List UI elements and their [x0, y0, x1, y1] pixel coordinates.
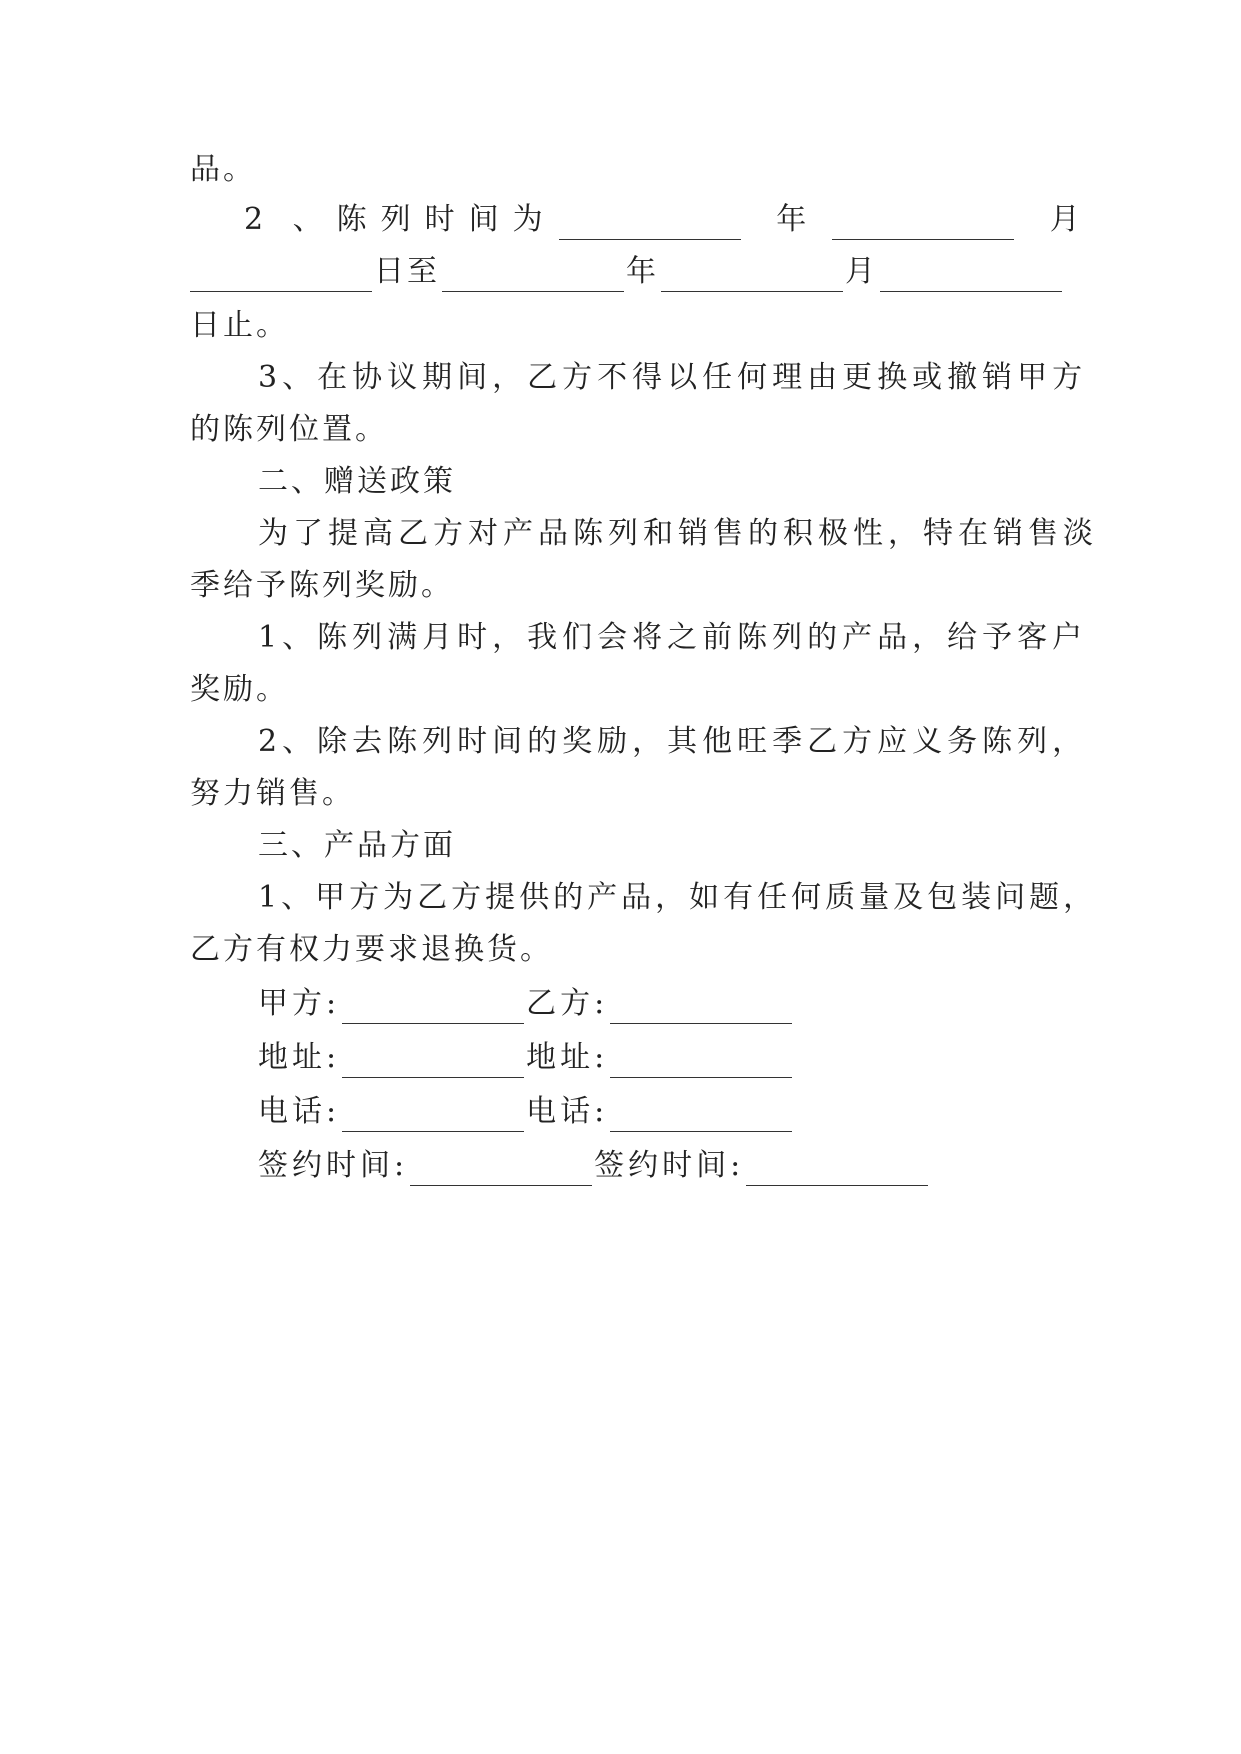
text: 季给予陈列奖励。: [190, 568, 454, 603]
signature-row-date: [258, 1146, 1118, 1186]
address-a-field[interactable]: [342, 1043, 524, 1078]
text-line: [258, 878, 1118, 918]
blank-field[interactable]: [832, 205, 1014, 240]
signature-row-phone: [258, 1092, 1118, 1132]
section-heading: [258, 826, 1118, 866]
text: 1、甲方为乙方提供的产品，如有任何质量及包装问题，: [258, 880, 1098, 915]
date-a-label: 签约时间:: [258, 1148, 409, 1183]
party-a-label: 甲方:: [258, 986, 341, 1021]
party-a-field[interactable]: [342, 989, 524, 1024]
month-label: 月: [845, 254, 878, 289]
blank-field[interactable]: [880, 257, 1062, 292]
blank-field[interactable]: [661, 257, 843, 292]
text: 为了提高乙方对产品陈列和销售的积极性，特在销售淡: [258, 516, 1098, 551]
text-line: [190, 150, 1050, 190]
day-label: 日至: [374, 254, 440, 289]
text-line: [258, 618, 1118, 658]
text: 努力销售。: [190, 776, 355, 811]
text: 乙方有权力要求退换货。: [190, 932, 553, 967]
text: 、陈列时间为: [292, 202, 557, 237]
date-b-field[interactable]: [746, 1151, 928, 1186]
text: 日止。: [190, 308, 289, 343]
party-b-label: 乙方:: [526, 986, 609, 1021]
address-b-field[interactable]: [610, 1043, 792, 1078]
text: 三、产品方面: [258, 828, 456, 863]
text: 1、陈列满月时，我们会将之前陈列的产品，给予客户: [258, 620, 1088, 655]
address-a-label: 地址:: [258, 1040, 341, 1075]
text: 2、除去陈列时间的奖励，其他旺季乙方应义务陈列，: [258, 724, 1088, 759]
text-line: [190, 774, 1050, 814]
text: 二、赠送政策: [258, 464, 456, 499]
text: 3、在协议期间，乙方不得以任何理由更换或撤销甲方: [258, 360, 1088, 395]
text-line: [258, 722, 1118, 762]
signature-row-address: [258, 1038, 1118, 1078]
text: 奖励。: [190, 672, 289, 707]
phone-b-field[interactable]: [610, 1097, 792, 1132]
phone-b-label: 电话:: [526, 1094, 609, 1129]
phone-a-label: 电话:: [258, 1094, 341, 1129]
text: 品。: [190, 152, 256, 187]
address-b-label: 地址:: [526, 1040, 609, 1075]
blank-field[interactable]: [559, 205, 741, 240]
blank-field[interactable]: [190, 257, 372, 292]
section-heading: [258, 462, 1118, 502]
text: 的陈列位置。: [190, 412, 388, 447]
text-line: [190, 566, 1050, 606]
text-line: [258, 514, 1118, 554]
text-line: [190, 930, 1050, 970]
date-line-2: [190, 252, 1050, 292]
text-line: [190, 306, 1050, 346]
date-a-field[interactable]: [410, 1151, 592, 1186]
date-line-1: [244, 200, 1090, 240]
item-number: 2: [244, 202, 274, 237]
party-b-field[interactable]: [610, 989, 792, 1024]
signature-row-party: [258, 984, 1118, 1024]
month-label: 月: [1049, 202, 1090, 237]
blank-field[interactable]: [442, 257, 624, 292]
date-b-label: 签约时间:: [594, 1148, 745, 1183]
text-line: [190, 670, 1050, 710]
year-label: 年: [626, 254, 659, 289]
year-label: 年: [776, 202, 817, 237]
text-line: [190, 410, 1050, 450]
phone-a-field[interactable]: [342, 1097, 524, 1132]
text-line: [258, 358, 1088, 398]
